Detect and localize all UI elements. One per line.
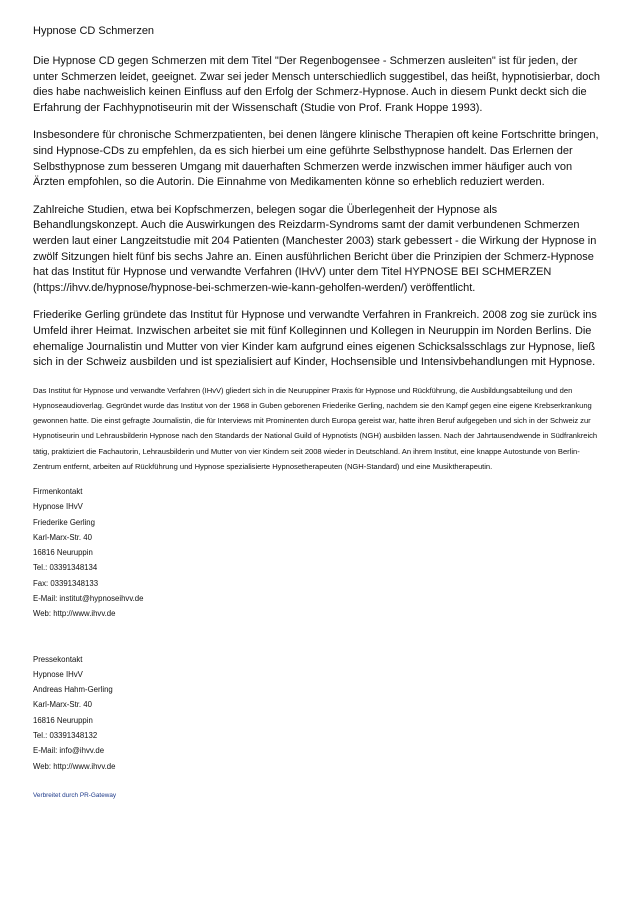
press-contact-phone: Tel.: 03391348132 [33,731,98,741]
company-contact-city: 16816 Neuruppin [33,548,93,558]
pr-gateway-link[interactable]: Verbreitet durch PR-Gateway [33,791,117,799]
document-page [33,24,605,801]
company-contact-person: Friederike Gerling [33,517,95,527]
press-contact-city: 16816 Neuruppin [33,715,93,725]
press-contact-org: Hypnose IHvV [33,669,83,679]
company-contact-email: E-Mail: institut@hypnoseihvv.de [33,593,144,603]
paragraph-3: Zahlreiche Studien, etwa bei Kopfschmerzen, belegen sogar die Überlegenheit der Hypnose als Behandlungskonzept. Auch die Auswirkungen des Reizdarm-Syndroms samt der damit verbundenen Schmerzen werden laut einer Langzeitstudie mit 204 Patienten (Manchester 2003) stark gebessert - die Wirkung der Hypnose in zwölf Sitzungen hielt fünf bis sechs Jahre an. Einen ausführlichen Bericht über die Prinzipien der Schmerz-Hypnose hat das Institut für Hypnose und verwandte Verfahren (IHvV) unter dem Titel HYPNOSE BEI SCHMERZEN (https://ihvv.de/hypnose/hypnose-bei-schmerzen-wie-kann-geholfen-werden/) veröffentlicht. [33,203,597,294]
paragraph-1: Die Hypnose CD gegen Schmerzen mit dem Titel "Der Regenbogensee - Schmerzen ausleiten" ist für jeden, der unter Schmerzen leidet, geeignet. Zwar sei jeder Mensch unterschiedlich suggestibel, das heißt, hypnotisierbar, doch dies habe nachweislich keinen Einfluss auf den Erfolg der Schmerz-Hypnose. Auch in diesem Punkt deckt sich die Erfahrung der Fachhypnotiseurin mit der Wissenschaft (Studie von Prof. Frank Hoppe 1993). [33,55,600,114]
company-contact-street: Karl-Marx-Str. 40 [33,532,92,542]
press-contact-email: E-Mail: info@ihvv.de [33,746,105,756]
company-contact-heading: Firmenkontakt [33,486,83,496]
company-contact [33,484,605,622]
company-contact-org: Hypnose IHvV [33,502,83,512]
about-institute-text: Das Institut für Hypnose und verwandte Verfahren (IHvV) gliedert sich in die Neuruppiner Praxis für Hypnose und Rückführung, die Ausbildungsabteilung und den Hypnoseaudioverlag. Gegründet wurde das Institut von der 1968 in Guben geborenen Friederike Gerling, nachdem sie den Kampf gegen eine eigene Krebserkrankung gewonnen hatte. Die einst gefragte Journalistin, die für Interviews mit Prominenten durch Europa gereist war, hatte ihren Beruf aufgegeben und sich in der Schweiz zur Hypnotiseurin und Lehrausbilderin Hypnose nach den Standards der National Guild of Hypnotists (NGH) ausbilden lassen. Nach der Jahrtausendwende in Südfrankreich tätig, praktiziert die Fachautorin, Lehrausbilderin und Mutter von vier Kindern seit 2008 wieder in Deutschland. An ihrem Institut, eine knappe Autostunde von Berlin-Zentrum entfernt, arbeiten auf Rückführung und Hypnose spezialisierte Hypnosetherapeuten (NGH-Standard) und eine Musiktherapeutin. [33,385,598,471]
press-contact-heading: Pressekontakt [33,654,83,664]
company-contact-fax: Fax: 03391348133 [33,578,99,588]
press-contact-person: Andreas Hahm-Gerling [33,685,113,695]
paragraph-4: Friederike Gerling gründete das Institut für Hypnose und verwandte Verfahren in Frankreich. 2008 zog sie zurück ins Umfeld ihrer Heimat. Inzwischen arbeitet sie mit fünf Kolleginnen und Kollegen in Neuruppin im Norden Berlins. Die ehemalige Journalistin und Mutter von vier Kinder kam aufgrund eines eigenen Schicksalsschlags zur Hypnose, ließ sich in der Schweiz ausbilden und ist spezialisiert auf Kinder, Hochsensible und Intensivbehandlungen mit Hypnose. [33,309,597,369]
press-contact [33,652,605,774]
document-title: Hypnose CD Schmerzen [33,25,155,37]
press-contact-web: Web: http://www.ihvv.de [33,761,116,771]
press-contact-street: Karl-Marx-Str. 40 [33,700,92,710]
paragraph-2: Insbesondere für chronische Schmerzpatienten, bei denen längere klinische Therapien oft keine Fortschritte bringen, sind Hypnose-CDs zu empfehlen, da es sich hierbei um eine geführte Selbsthypnose handelt. Das Erlernen der Selbsthypnose zum besseren Umgang mit dauerhaften Schmerzen werde inzwischen immer häufiger auch von Ärzten empfohlen, so die Autorin. Die Einnahme von Medikamenten könne so erheblich reduziert werden. [33,129,599,189]
footer-distribution-note [33,791,605,801]
company-contact-phone: Tel.: 03391348134 [33,563,98,573]
company-contact-web: Web: http://www.ihvv.de [33,609,116,619]
